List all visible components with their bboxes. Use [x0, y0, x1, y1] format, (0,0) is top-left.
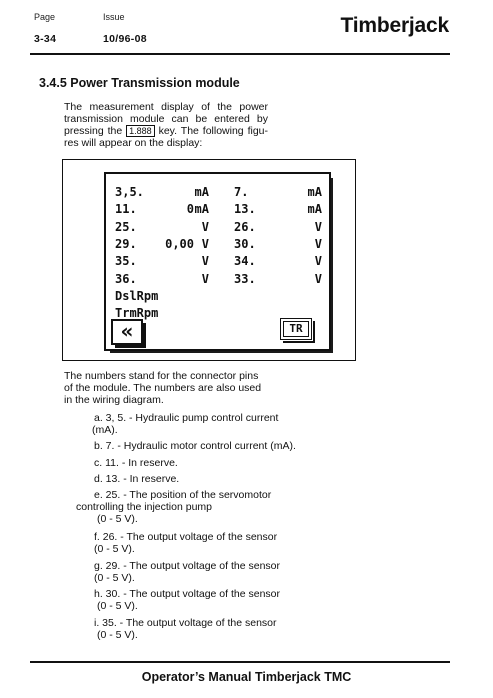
- lcd-unit: V: [314, 236, 322, 251]
- pin-item-text: f. 26. - The output voltage of the sensor: [94, 531, 278, 543]
- para-line: in the wiring diagram.: [64, 394, 164, 406]
- back-button[interactable]: «: [111, 319, 143, 345]
- lcd-label: TrmRpm: [115, 306, 159, 321]
- lcd-pin: 34.: [234, 254, 256, 269]
- pin-list-item: [64, 588, 280, 612]
- footer-rule: [30, 661, 450, 663]
- lcd-pin: 30.: [234, 236, 256, 251]
- lcd-unit: mA: [307, 202, 322, 217]
- pin-list-item: [64, 531, 277, 555]
- pin-list-item: [64, 412, 278, 436]
- pin-item-text: e. 25. - The position of the servomotor: [94, 489, 272, 501]
- lcd-unit: V: [314, 219, 322, 234]
- pin-list-item: [64, 457, 178, 469]
- footer-title: Operator’s Manual Timberjack TMC: [141, 670, 352, 684]
- pin-item-text: c. 11. - In reserve.: [94, 457, 178, 469]
- issue-number: 10/96-08: [103, 33, 147, 45]
- lcd-pin: 36.: [115, 271, 137, 286]
- lcd-value: 0: [186, 202, 194, 217]
- lcd-unit: V: [201, 271, 209, 286]
- pin-item-continuation: (0 - 5 V).: [94, 543, 135, 555]
- lcd-pin: 7.: [234, 185, 249, 199]
- pin-list-item: [64, 560, 280, 584]
- lcd-pin: 29.: [115, 236, 137, 251]
- pin-item-text: g. 29. - The output voltage of the sensor: [94, 560, 281, 572]
- brand-logo: Timberjack: [340, 14, 449, 37]
- lcd-value: 0,00: [165, 236, 194, 251]
- pin-list-item: [64, 473, 179, 485]
- header-rule: [30, 53, 450, 55]
- lcd-label: DslRpm: [115, 288, 159, 303]
- pin-item-text: i. 35. - The output voltage of the sensor: [94, 617, 277, 629]
- lcd-unit: V: [201, 254, 209, 269]
- pin-item-continuation: (0 - 5 V).: [97, 629, 138, 641]
- lcd-unit: mA: [194, 202, 209, 217]
- intro-line: res will appear on the display:: [64, 137, 203, 149]
- intro-line-key: pressing the 1.888 key. The following figu-: [64, 125, 268, 137]
- lcd-pin: 35.: [115, 254, 137, 269]
- page-number: 3-34: [34, 33, 57, 45]
- lcd-pin: 33.: [234, 271, 256, 286]
- pin-list-item: [64, 617, 277, 641]
- lcd-pin: 25.: [115, 219, 137, 234]
- lcd-unit: V: [201, 219, 209, 234]
- lcd-pin: 26.: [234, 219, 256, 234]
- pin-item-continuation: (0 - 5 V).: [94, 572, 135, 584]
- issue-label: Issue: [103, 12, 125, 22]
- lcd-unit: V: [314, 254, 322, 269]
- lcd-pin: 11.: [115, 202, 137, 217]
- lcd-pin: 3,5.: [115, 185, 144, 199]
- pin-item-text: h. 30. - The output voltage of the sensor: [94, 588, 281, 600]
- lcd-unit: mA: [194, 185, 209, 199]
- pin-list-item: [64, 489, 271, 525]
- lcd-pin: 13.: [234, 202, 256, 217]
- tr-button[interactable]: [280, 318, 312, 340]
- lcd-unit: V: [201, 236, 209, 251]
- tr-button-label: TR: [283, 321, 309, 337]
- intro-line: transmission module can be entered by: [64, 113, 268, 125]
- pin-list-item: [64, 440, 296, 452]
- intro-line: The measurement display of the power: [64, 101, 268, 113]
- section-title: 3.4.5 Power Transmission module: [39, 76, 240, 90]
- pin-item-text: a. 3, 5. - Hydraulic pump control current: [94, 412, 279, 424]
- pin-item-text: d. 13. - In reserve.: [94, 473, 180, 485]
- para-line: of the module. The numbers are also used: [64, 382, 262, 394]
- pin-item-continuation: (0 - 5 V).: [97, 513, 138, 525]
- para-line: The numbers stand for the connector pins: [64, 370, 259, 382]
- intro-paragraph: [64, 101, 268, 149]
- pin-item-text: b. 7. - Hydraulic motor control current (mA).: [94, 440, 296, 452]
- page-label: Page: [34, 12, 56, 22]
- pins-paragraph: [64, 370, 268, 406]
- lcd-unit: mA: [307, 185, 322, 199]
- lcd-unit: V: [314, 271, 322, 286]
- pin-item-continuation: controlling the injection pump: [76, 501, 212, 513]
- pin-item-continuation: (mA).: [92, 424, 118, 436]
- pin-item-continuation: (0 - 5 V).: [97, 600, 138, 612]
- key-1888-icon: 1.888: [126, 125, 155, 137]
